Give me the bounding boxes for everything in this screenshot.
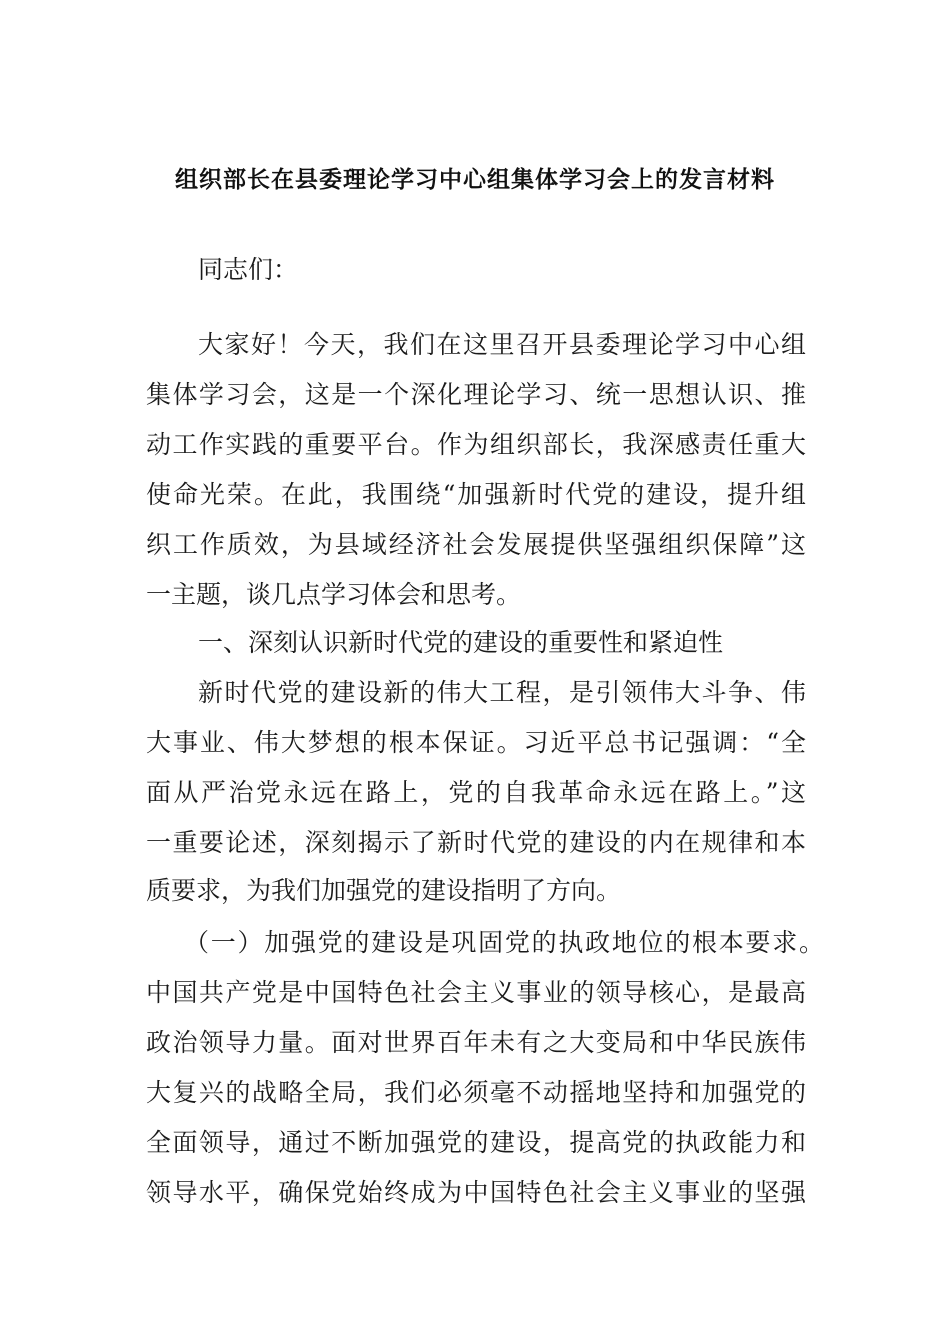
paragraph-line: 全面领导，通过不断加强党的建设，提高党的执政能力和	[146, 1128, 806, 1157]
paragraph-line: 动工作实践的重要平台。作为组织部长，我深感责任重大	[146, 430, 806, 459]
paragraph-line: 面从严治党永远在路上，党的自我革命永远在路上。”这	[146, 778, 806, 807]
paragraph-line: 一主题，谈几点学习体会和思考。	[146, 580, 522, 609]
paragraph-line: 集体学习会，这是一个深化理论学习、统一思想认识、推	[146, 380, 806, 409]
paragraph-line: 领导水平，确保党始终成为中国特色社会主义事业的坚强	[146, 1178, 806, 1207]
paragraph-line: 政治领导力量。面对世界百年未有之大变局和中华民族伟	[146, 1028, 806, 1057]
paragraph-line: 质要求，为我们加强党的建设指明了方向。	[146, 876, 622, 905]
paragraph-line: 大事业、伟大梦想的根本保证。习近平总书记强调：“全	[146, 728, 806, 757]
salutation: 同志们：	[198, 255, 299, 284]
paragraph-line: 一重要论述，深刻揭示了新时代党的建设的内在规律和本	[146, 828, 806, 857]
paragraph-line: 织工作质效，为县域经济社会发展提供坚强组织保障”这	[146, 530, 806, 559]
subsection-heading: （一）加强党的建设是巩固党的执政地位的根本要求。	[184, 928, 824, 957]
paragraph-line: 中国共产党是中国特色社会主义事业的领导核心，是最高	[146, 978, 806, 1007]
paragraph-line: 大复兴的战略全局，我们必须毫不动摇地坚持和加强党的	[146, 1078, 806, 1107]
paragraph-line: 使命光荣。在此，我围绕“加强新时代党的建设，提升组	[146, 480, 806, 509]
section-heading: 一、深刻认识新时代党的建设的重要性和紧迫性	[198, 628, 724, 657]
paragraph-line: 大家好！今天，我们在这里召开县委理论学习中心组	[198, 330, 806, 359]
paragraph-line: 新时代党的建设新的伟大工程，是引领伟大斗争、伟	[198, 678, 806, 707]
document-title: 组织部长在县委理论学习中心组集体学习会上的发言材料	[175, 167, 775, 193]
